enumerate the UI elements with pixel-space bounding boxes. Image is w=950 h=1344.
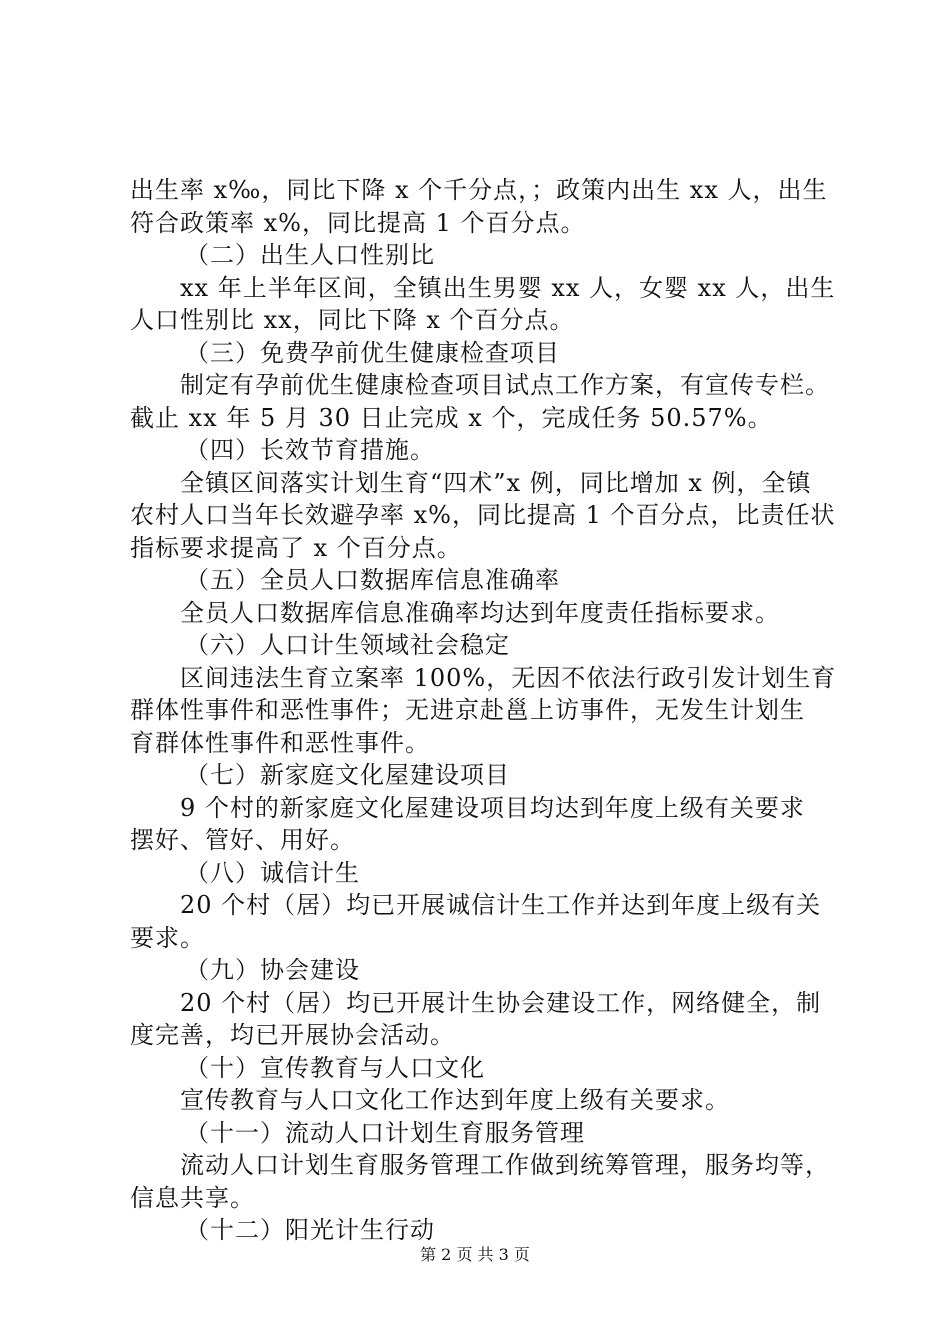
section-heading: （七）新家庭文化屋建设项目 (185, 761, 510, 789)
paragraph-start: 20 个村（居）均已开展诚信计生工作并达到年度上级有关 (180, 891, 822, 919)
section-heading: （五）全员人口数据库信息准确率 (185, 566, 560, 594)
paragraph-start: 区间违法生育立案率 100%，无因不依法行政引发计划生育 (180, 663, 837, 692)
body-line: 要求。 (130, 923, 205, 952)
paragraph-start: 全镇区间落实计划生育“四术”x 例，同比增加 x 例，全镇 (180, 468, 812, 497)
section-heading: （八）诚信计生 (185, 858, 360, 887)
page-indicator: 第 2 页 共 3 页 (420, 1245, 530, 1264)
paragraph-start: 制定有孕前优生健康检查项目试点工作方案，有宣传专栏。 (180, 371, 830, 399)
section-heading: （六）人口计生领域社会稳定 (185, 631, 510, 659)
body-line: 度完善，均已开展协会活动。 (130, 1021, 455, 1049)
body-line: 农村人口当年长效避孕率 x%，同比提高 1 个百分点，比责任状 (130, 501, 836, 529)
body-line: 截止 xx 年 5 月 30 日止完成 x 个，完成任务 50.57%。 (130, 403, 773, 432)
body-line: 指标要求提高了 x 个百分点。 (130, 533, 462, 562)
paragraph-start: xx 年上半年区间，全镇出生男婴 xx 人，女婴 xx 人，出生 (180, 273, 836, 302)
body-line: 信息共享。 (130, 1183, 255, 1212)
paragraph-start: 宣传教育与人口文化工作达到年度上级有关要求。 (180, 1086, 730, 1114)
section-heading: （十一）流动人口计划生育服务管理 (185, 1118, 585, 1147)
body-line: 育群体性事件和恶性事件。 (130, 728, 430, 757)
paragraph-start: 全员人口数据库信息准确率均达到年度责任指标要求。 (180, 598, 780, 627)
section-heading: （二）出生人口性别比 (185, 241, 435, 269)
body-line: 摆好、管好、用好。 (130, 826, 355, 854)
body-line: 群体性事件和恶性事件；无进京赴邕上访事件，无发生计划生 (130, 696, 805, 724)
document-body (130, 174, 835, 1247)
paragraph-start: 20 个村（居）均已开展计生协会建设工作，网络健全，制 (180, 988, 822, 1017)
section-heading: （九）协会建设 (185, 956, 360, 984)
section-heading: （四）长效节育措施。 (185, 436, 435, 464)
section-heading: （十二）阳光计生行动 (185, 1216, 435, 1244)
section-heading: （三）免费孕前优生健康检查项目 (185, 338, 560, 367)
body-line: 符合政策率 x%，同比提高 1 个百分点。 (130, 208, 586, 237)
paragraph-start: 9 个村的新家庭文化屋建设项目均达到年度上级有关要求 (180, 793, 805, 822)
body-line: 出生率 x‰，同比下降 x 个千分点，；政策内出生 xx 人，出生 (130, 176, 828, 204)
paragraph-start: 流动人口计划生育服务管理工作做到统筹管理，服务均等， (180, 1151, 830, 1179)
body-line: 人口性别比 xx，同比下降 x 个百分点。 (130, 306, 575, 334)
section-heading: （十）宣传教育与人口文化 (185, 1053, 485, 1082)
